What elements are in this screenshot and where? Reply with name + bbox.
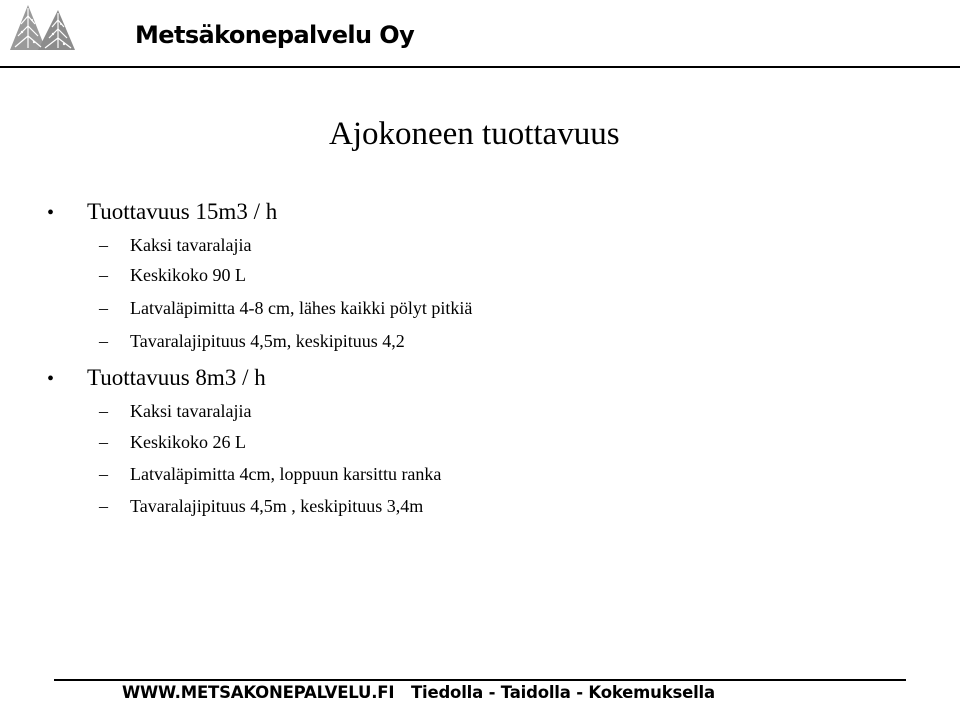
footer-slogan: WWW.METSAKONEPALVELU.FI Tiedolla - Taidolla - Kokemuksella xyxy=(122,683,715,702)
dash-icon: – xyxy=(99,464,108,484)
sub-bullet-item xyxy=(99,263,246,287)
bullet-text: Tuottavuus 8m3 / h xyxy=(87,365,266,390)
tree-logo-icon xyxy=(8,2,76,52)
dash-icon: – xyxy=(99,235,108,255)
sub-bullet-text: Latvaläpimitta 4-8 cm, lähes kaikki pölyt pitkiä xyxy=(130,298,473,318)
bullet-dot-icon: • xyxy=(47,202,55,224)
dash-icon: – xyxy=(99,401,108,421)
sub-bullet-item xyxy=(99,430,246,454)
sub-bullet-text: Kaksi tavaralajia xyxy=(130,401,252,421)
bullet-item xyxy=(47,363,266,394)
dash-icon: – xyxy=(99,331,108,351)
sub-bullet-text: Latvaläpimitta 4cm, loppuun karsittu ranka xyxy=(130,464,442,484)
sub-bullet-item xyxy=(99,462,441,486)
footer-divider xyxy=(54,679,906,681)
sub-bullet-text: Keskikoko 26 L xyxy=(130,432,246,452)
bullet-text: Tuottavuus 15m3 / h xyxy=(87,199,278,224)
sub-bullet-item xyxy=(99,399,251,423)
bullet-item xyxy=(47,197,277,228)
sub-bullet-item xyxy=(99,329,405,353)
company-name: Metsäkonepalvelu Oy xyxy=(135,21,415,49)
sub-bullet-item xyxy=(99,296,472,320)
sub-bullet-item xyxy=(99,494,423,518)
dash-icon: – xyxy=(99,432,108,452)
sub-bullet-text: Keskikoko 90 L xyxy=(130,265,246,285)
sub-bullet-text: Tavaralajipituus 4,5m , keskipituus 3,4m xyxy=(130,496,424,516)
slide-title: Ajokoneen tuottavuus xyxy=(329,116,620,152)
dash-icon: – xyxy=(99,298,108,318)
bullet-dot-icon: • xyxy=(47,368,55,390)
dash-icon: – xyxy=(99,265,108,285)
sub-bullet-text: Kaksi tavaralajia xyxy=(130,235,252,255)
header-divider xyxy=(0,66,960,68)
sub-bullet-item xyxy=(99,233,251,257)
dash-icon: – xyxy=(99,496,108,516)
sub-bullet-text: Tavaralajipituus 4,5m, keskipituus 4,2 xyxy=(130,331,405,351)
